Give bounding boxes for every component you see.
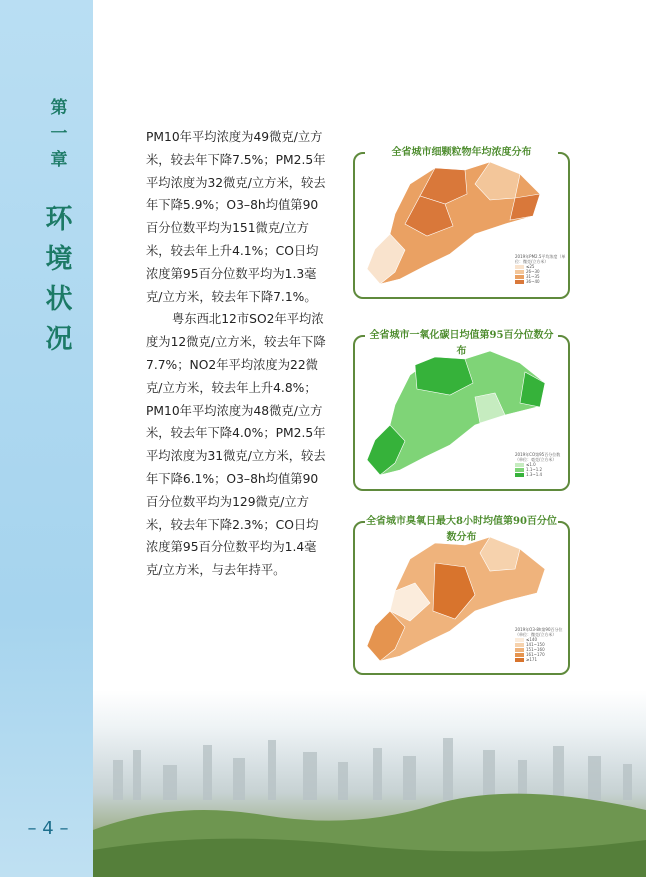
chapter-title: 环 境 状 况 <box>45 204 73 355</box>
o3-legend: 2019年O3-8h第90百分位（单位：微克/立方米） ≤140 141~150 151~160 161~170 ≥171 <box>515 627 563 662</box>
body-text <box>146 126 330 582</box>
pm25-map-panel <box>353 147 570 299</box>
co-map-panel <box>353 330 570 491</box>
co-legend: 2019年CO第95百分位数（单位：毫克/立方米） ≤1.0 1.1~1.2 1.3~1.4 <box>515 452 561 477</box>
pm25-legend: 2019年PM2.5平均浓度（单位：微克/立方米） ≤25 26~30 31~35 36~40 <box>515 254 566 284</box>
city-skyline-photo <box>93 690 646 877</box>
map-title-co: 全省城市一氧化碳日均值第95百分位数分布 <box>365 328 558 360</box>
map-title-o3: 全省城市臭氧日最大8小时均值第90百分位数分布 <box>365 514 558 546</box>
page-number: – 4 – <box>27 818 69 839</box>
paragraph-1: PM10年平均浓度为49微克/立方米，较去年下降7.5%；PM2.5年平均浓度为32微克/立方米，较去年下降5.9%；O3–8h均值第90百分位数平均为151微克/立方米，较去年上升4.1%；CO日均浓度第95百分位数平均为1.3毫克/立方米，较去年下降7.1%。 <box>146 130 326 304</box>
map-title-pm25: 全省城市细颗粒物年均浓度分布 <box>365 145 558 161</box>
chapter-number: 第 一 章 <box>50 98 68 170</box>
paragraph-2: 粤东西北12市SO2年平均浓度为12微克/立方米，较去年下降7.7%；NO2年平均浓度为22微克/立方米，较去年上升4.8%；PM10年平均浓度为48微克/立方米，较去年下降4.0%；PM2.5年平均浓度为31微克/立方米，较去年下降6.1%；O3–8h均值第90百分位数平均为129微克/立方米，较去年下降2.3%；CO日均浓度第95百分位数平均为1.4毫克/立方米，与去年持平。 <box>146 312 326 578</box>
o3-map-panel <box>353 516 570 675</box>
